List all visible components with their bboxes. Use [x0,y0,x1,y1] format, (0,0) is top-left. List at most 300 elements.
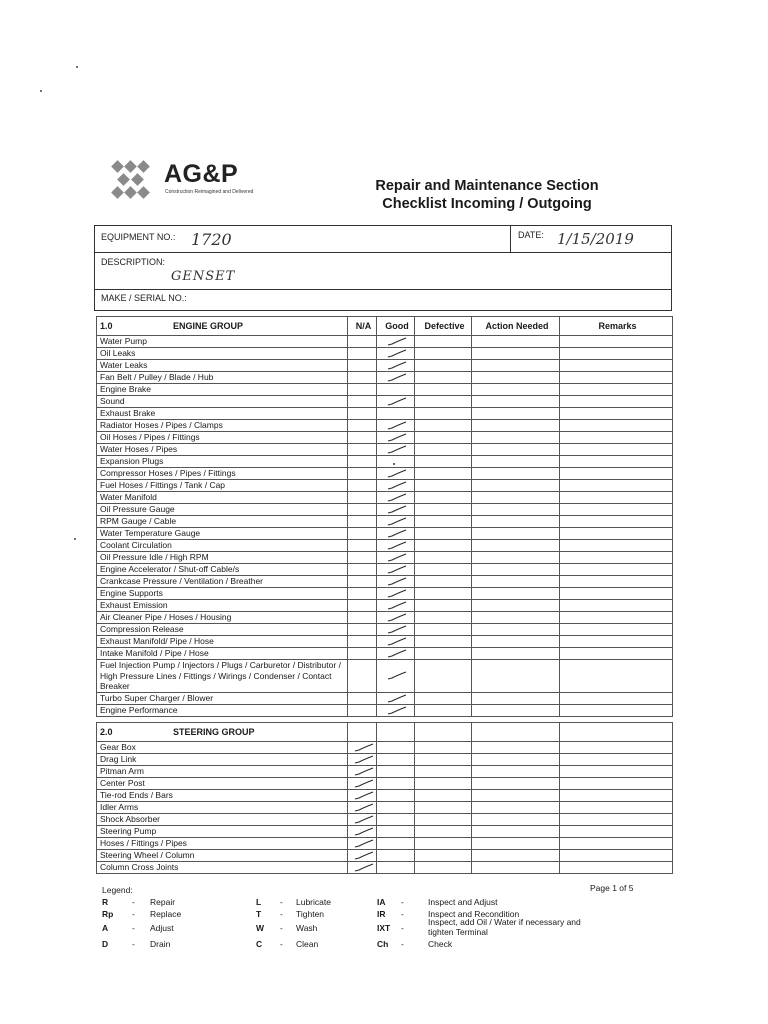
remarks-cell[interactable] [560,624,673,636]
good-cell[interactable] [377,850,415,862]
action-needed-cell[interactable] [472,408,560,420]
defective-cell[interactable] [415,360,472,372]
remarks-cell[interactable] [560,516,673,528]
defective-cell[interactable] [415,492,472,504]
check-mark-icon [353,755,375,765]
na-cell[interactable] [348,636,377,648]
na-cell[interactable] [348,814,377,826]
na-cell[interactable] [348,660,377,693]
good-cell[interactable] [377,660,415,693]
action-needed-cell[interactable] [472,600,560,612]
good-cell[interactable] [377,468,415,480]
good-cell[interactable] [377,693,415,705]
steering-group-table [96,722,673,874]
check-mark-icon [386,694,408,704]
na-cell[interactable] [348,588,377,600]
remarks-cell[interactable] [560,838,673,850]
na-cell[interactable] [348,705,377,717]
good-cell[interactable] [377,492,415,504]
remarks-cell[interactable] [560,826,673,838]
na-cell[interactable] [348,468,377,480]
remarks-cell[interactable] [560,552,673,564]
defective-cell[interactable] [415,742,472,754]
good-cell[interactable] [377,754,415,766]
remarks-cell[interactable] [560,754,673,766]
item-label: Fuel Hoses / Fittings / Tank / Cap [97,480,348,492]
defective-cell[interactable] [415,624,472,636]
good-cell[interactable] [377,372,415,384]
item-label: Fuel Injection Pump / Injectors / Plugs / Carburetor / Distributor / High Pressure Lines / Fittings / Wirings / Condenser / Contact Breaker [97,660,348,693]
na-cell[interactable] [348,444,377,456]
action-needed-cell[interactable] [472,636,560,648]
na-cell[interactable] [348,336,377,348]
na-cell[interactable] [348,826,377,838]
remarks-cell[interactable] [560,612,673,624]
remarks-cell[interactable] [560,396,673,408]
check-mark-icon [386,601,408,611]
defective-cell[interactable] [415,636,472,648]
na-cell[interactable] [348,516,377,528]
action-needed-cell[interactable] [472,420,560,432]
na-cell[interactable] [348,862,377,874]
remarks-cell[interactable] [560,814,673,826]
remarks-cell[interactable] [560,384,673,396]
action-needed-cell[interactable] [472,492,560,504]
action-needed-cell[interactable] [472,862,560,874]
action-needed-cell[interactable] [472,790,560,802]
defective-cell[interactable] [415,528,472,540]
remarks-cell[interactable] [560,693,673,705]
action-needed-cell[interactable] [472,396,560,408]
action-needed-cell[interactable] [472,778,560,790]
checklist-row [97,456,673,468]
action-needed-cell[interactable] [472,754,560,766]
defective-cell[interactable] [415,552,472,564]
section-title: ENGINE GROUP [173,320,244,331]
check-mark-icon [353,743,375,753]
na-cell[interactable] [348,504,377,516]
remarks-cell[interactable] [560,564,673,576]
defective-cell[interactable] [415,516,472,528]
na-cell[interactable] [348,693,377,705]
checklist-row [97,826,673,838]
defective-cell[interactable] [415,456,472,468]
checklist-row [97,850,673,862]
legend-text: Inspect, add Oil / Water if necessary and tighten Terminal [428,917,581,937]
defective-cell[interactable] [415,468,472,480]
col-na: N/A [348,317,377,336]
brand-tagline: Construction Reimagined and Delivered [165,189,254,195]
legend-code: W [256,923,265,933]
item-label: Sound [97,396,348,408]
defective-cell[interactable] [415,693,472,705]
checklist-row [97,766,673,778]
good-cell[interactable] [377,384,415,396]
na-cell[interactable] [348,850,377,862]
legend-dash: - [280,923,283,933]
action-needed-cell[interactable] [472,814,560,826]
remarks-cell[interactable] [560,588,673,600]
defective-cell[interactable] [415,612,472,624]
legend-text: Adjust [150,923,174,933]
check-mark-icon [386,373,408,383]
legend-code: Rp [102,909,114,919]
good-cell[interactable] [377,624,415,636]
good-cell[interactable] [377,408,415,420]
defective-cell[interactable] [415,754,472,766]
na-cell[interactable] [348,360,377,372]
remarks-cell[interactable] [560,444,673,456]
good-cell[interactable] [377,790,415,802]
na-cell[interactable] [348,348,377,360]
remarks-cell[interactable] [560,636,673,648]
good-cell[interactable] [377,504,415,516]
item-label: Steering Wheel / Column [97,850,348,862]
action-needed-cell[interactable] [472,480,560,492]
remarks-cell[interactable] [560,850,673,862]
check-mark-icon [386,445,408,455]
defective-cell[interactable] [415,814,472,826]
na-cell[interactable] [348,432,377,444]
na-cell[interactable] [348,420,377,432]
action-needed-cell[interactable] [472,564,560,576]
action-needed-cell[interactable] [472,384,560,396]
company-logo [110,158,280,204]
action-needed-cell[interactable] [472,336,560,348]
remarks-cell[interactable] [560,790,673,802]
action-needed-cell[interactable] [472,693,560,705]
item-label: Water Temperature Gauge [97,528,348,540]
na-cell[interactable] [348,790,377,802]
good-cell[interactable] [377,814,415,826]
checklist-row [97,705,673,717]
col-remarks [560,723,673,742]
action-needed-cell[interactable] [472,576,560,588]
good-cell[interactable] [377,444,415,456]
remarks-cell[interactable] [560,480,673,492]
checklist-row [97,754,673,766]
remarks-cell[interactable] [560,504,673,516]
item-label: Pitman Arm [97,766,348,778]
action-needed-cell[interactable] [472,742,560,754]
check-mark-icon [386,649,408,659]
good-cell[interactable] [377,778,415,790]
remarks-cell[interactable] [560,432,673,444]
item-label: Steering Pump [97,826,348,838]
legend-text: Repair [150,897,176,907]
good-cell[interactable] [377,480,415,492]
na-cell[interactable] [348,564,377,576]
action-needed-cell[interactable] [472,612,560,624]
remarks-cell[interactable] [560,408,673,420]
defective-cell[interactable] [415,384,472,396]
good-cell[interactable] [377,456,415,468]
action-needed-cell[interactable] [472,540,560,552]
item-label: Idler Arms [97,802,348,814]
check-mark-icon [386,613,408,623]
remarks-cell[interactable] [560,576,673,588]
na-cell[interactable] [348,802,377,814]
item-label: Oil Pressure Idle / High RPM [97,552,348,564]
defective-cell[interactable] [415,480,472,492]
action-needed-cell[interactable] [472,444,560,456]
check-mark-icon [386,625,408,635]
remarks-cell[interactable] [560,372,673,384]
action-needed-cell[interactable] [472,360,560,372]
na-cell[interactable] [348,766,377,778]
remarks-cell[interactable] [560,540,673,552]
good-cell[interactable] [377,826,415,838]
good-cell[interactable] [377,432,415,444]
action-needed-cell[interactable] [472,372,560,384]
action-needed-cell[interactable] [472,850,560,862]
remarks-cell[interactable] [560,766,673,778]
remarks-cell[interactable] [560,360,673,372]
agp-logo-icon [110,158,158,202]
good-cell[interactable] [377,528,415,540]
defective-cell[interactable] [415,766,472,778]
description-value: GENSET [171,269,236,284]
na-cell[interactable] [348,552,377,564]
action-needed-cell[interactable] [472,552,560,564]
action-needed-cell[interactable] [472,516,560,528]
action-needed-cell[interactable] [472,432,560,444]
check-mark-icon [386,481,408,491]
item-label: Intake Manifold / Pipe / Hose [97,648,348,660]
good-cell[interactable] [377,648,415,660]
good-cell[interactable] [377,348,415,360]
item-label: Compression Release [97,624,348,636]
defective-cell[interactable] [415,540,472,552]
defective-cell[interactable] [415,778,472,790]
action-needed-cell[interactable] [472,705,560,717]
checklist-row [97,648,673,660]
equipment-info-box [94,225,672,311]
item-label: Fan Belt / Pulley / Blade / Hub [97,372,348,384]
good-cell[interactable] [377,612,415,624]
good-cell[interactable] [377,838,415,850]
na-cell[interactable] [348,778,377,790]
na-cell[interactable] [348,742,377,754]
good-cell[interactable] [377,540,415,552]
good-cell[interactable] [377,516,415,528]
action-needed-cell[interactable] [472,660,560,693]
item-label: RPM Gauge / Cable [97,516,348,528]
na-cell[interactable] [348,576,377,588]
good-cell[interactable] [377,360,415,372]
remarks-cell[interactable] [560,456,673,468]
check-mark-icon [353,791,375,801]
na-cell[interactable] [348,456,377,468]
defective-cell[interactable] [415,564,472,576]
check-mark-icon [353,851,375,861]
good-cell[interactable] [377,576,415,588]
good-cell[interactable] [377,600,415,612]
action-needed-cell[interactable] [472,468,560,480]
legend-dash: - [132,909,135,919]
remarks-cell[interactable] [560,348,673,360]
remarks-cell[interactable] [560,468,673,480]
item-label: Oil Hoses / Pipes / Fittings [97,432,348,444]
remarks-cell[interactable] [560,420,673,432]
legend-code: A [102,923,109,933]
checklist-row [97,778,673,790]
scan-speck [74,538,76,540]
legend-text: Lubricate [296,897,331,907]
good-cell[interactable] [377,802,415,814]
action-needed-cell[interactable] [472,624,560,636]
good-cell[interactable] [377,336,415,348]
defective-cell[interactable] [415,838,472,850]
good-cell[interactable] [377,766,415,778]
legend-code: T [256,909,262,919]
na-cell[interactable] [348,384,377,396]
good-cell[interactable] [377,396,415,408]
defective-cell[interactable] [415,790,472,802]
document-subtitle: Checklist Incoming / Outgoing [382,196,592,212]
action-needed-cell[interactable] [472,528,560,540]
checklist-row [97,504,673,516]
section-title: STEERING GROUP [173,726,255,737]
good-cell[interactable] [377,705,415,717]
na-cell[interactable] [348,540,377,552]
checklist-row [97,790,673,802]
item-label: Expansion Plugs [97,456,348,468]
item-label: Oil Pressure Gauge [97,504,348,516]
remarks-cell[interactable] [560,742,673,754]
check-mark-icon [386,577,408,587]
defective-cell[interactable] [415,348,472,360]
good-cell[interactable] [377,862,415,874]
defective-cell[interactable] [415,588,472,600]
defective-cell[interactable] [415,802,472,814]
action-needed-cell[interactable] [472,826,560,838]
na-cell[interactable] [348,600,377,612]
defective-cell[interactable] [415,420,472,432]
defective-cell[interactable] [415,372,472,384]
na-cell[interactable] [348,492,377,504]
defective-cell[interactable] [415,432,472,444]
legend-dash: - [280,939,283,949]
action-needed-cell[interactable] [472,648,560,660]
steering-group-header [97,723,348,742]
check-mark-icon [386,421,408,431]
item-label: Column Cross Joints [97,862,348,874]
item-label: Engine Accelerator / Shut-off Cable/s [97,564,348,576]
col-good [377,723,415,742]
good-cell[interactable] [377,552,415,564]
defective-cell[interactable] [415,850,472,862]
defective-cell[interactable] [415,862,472,874]
action-needed-cell[interactable] [472,802,560,814]
check-mark-icon [386,433,408,443]
action-needed-cell[interactable] [472,348,560,360]
item-label: Center Post [97,778,348,790]
legend-text: Inspect and Recondition [428,909,520,919]
remarks-cell[interactable] [560,600,673,612]
na-cell[interactable] [348,754,377,766]
action-needed-cell[interactable] [472,504,560,516]
na-cell[interactable] [348,528,377,540]
remarks-cell[interactable] [560,862,673,874]
remarks-cell[interactable] [560,336,673,348]
good-cell[interactable] [377,420,415,432]
defective-cell[interactable] [415,705,472,717]
checklist-row [97,540,673,552]
na-cell[interactable] [348,372,377,384]
item-label: Radiator Hoses / Pipes / Clamps [97,420,348,432]
na-cell[interactable] [348,396,377,408]
defective-cell[interactable] [415,504,472,516]
check-mark-icon [386,361,408,371]
remarks-cell[interactable] [560,648,673,660]
remarks-cell[interactable] [560,660,673,693]
na-cell[interactable] [348,624,377,636]
checklist-row [97,348,673,360]
action-needed-cell[interactable] [472,588,560,600]
defective-cell[interactable] [415,600,472,612]
defective-cell[interactable] [415,576,472,588]
equipment-no-value: 1720 [191,230,232,249]
na-cell[interactable] [348,612,377,624]
check-mark-icon [386,397,408,407]
col-defective [415,723,472,742]
good-cell[interactable] [377,588,415,600]
defective-cell[interactable] [415,408,472,420]
check-mark-icon [386,706,408,716]
item-label: Engine Performance [97,705,348,717]
na-cell[interactable] [348,838,377,850]
remarks-cell[interactable] [560,778,673,790]
action-needed-cell[interactable] [472,838,560,850]
defective-cell[interactable] [415,660,472,693]
na-cell[interactable] [348,648,377,660]
checklist-row [97,693,673,705]
remarks-cell[interactable] [560,492,673,504]
action-needed-cell[interactable] [472,456,560,468]
legend-code: IR [377,909,386,919]
check-mark-icon [386,565,408,575]
check-mark-icon [353,839,375,849]
legend-dash: - [132,939,135,949]
remarks-cell[interactable] [560,705,673,717]
defective-cell[interactable] [415,396,472,408]
remarks-cell[interactable] [560,802,673,814]
defective-cell[interactable] [415,826,472,838]
action-needed-cell[interactable] [472,766,560,778]
defective-cell[interactable] [415,336,472,348]
checklist-row [97,396,673,408]
checklist-row [97,600,673,612]
defective-cell[interactable] [415,444,472,456]
checklist-row [97,372,673,384]
checklist-row [97,660,673,693]
remarks-cell[interactable] [560,528,673,540]
item-label: Tie-rod Ends / Bars [97,790,348,802]
item-label: Water Pump [97,336,348,348]
page-number: Page 1 of 5 [590,883,634,893]
checklist-row [97,420,673,432]
good-cell[interactable] [377,636,415,648]
good-cell[interactable] [377,742,415,754]
good-cell[interactable] [377,564,415,576]
na-cell[interactable] [348,480,377,492]
defective-cell[interactable] [415,648,472,660]
na-cell[interactable] [348,408,377,420]
col-defective: Defective [415,317,472,336]
checklist-row [97,612,673,624]
item-label: Exhaust Manifold/ Pipe / Hose [97,636,348,648]
